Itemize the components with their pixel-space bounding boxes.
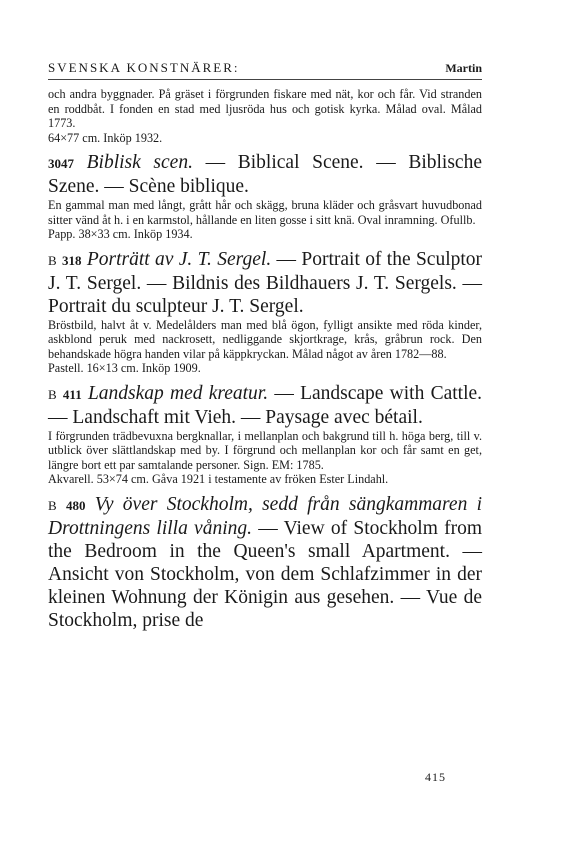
entry-meta: Akvarell. 53×74 cm. Gåva 1921 i testamente av fröken Ester Lindahl.: [48, 472, 389, 486]
artist-name: Martin: [445, 61, 482, 75]
continued-description: och andra byggnader. På gräset i förgrunden fiskare med nät, kor och får. Vid stranden en roddbåt. I fonden en stad med ljusröda hus och gotisk kyrka. Målad oval. Målad 1773.: [48, 87, 482, 130]
continued-meta: 64×77 cm. Inköp 1932.: [48, 130, 163, 145]
entry-number: 3047: [48, 156, 74, 171]
entry-title-translations: — Portrait of the Sculptor J. T. Sergel. — Bildnis des Bildhauers J. T. Sergels. — Portrait du sculpteur J. T. Sergel.: [48, 248, 483, 317]
entry-prefix: B: [48, 252, 57, 268]
entry-title-swedish: Vy över Stockholm, sedd från sängkammaren i Drottningens lilla våning.: [48, 493, 483, 539]
entry-number: 480: [65, 497, 86, 513]
entry-prefix: B: [48, 497, 57, 513]
entry-description: I förgrunden trädbevuxna bergknallar, i mellanplan och bakgrund till h. höga berg, till v. utblick över slättlandskap med by. I förgrund och mellanplan kor och får samt en get, längre bort ett par samtalande personer. Sign. EM: 1785.: [48, 428, 482, 472]
entry-meta: Papp. 38×33 cm. Inköp 1934.: [48, 227, 193, 241]
entry-title-translations: — Biblical Scene. — Biblische Szene. — Scène biblique.: [48, 152, 482, 197]
catalog-entry-b480: [48, 493, 482, 632]
entry-title-translations: — Landscape with Cattle. — Landschaft mit Vieh. — Paysage avec bétail.: [48, 382, 483, 428]
page-number: 415: [425, 770, 446, 784]
entry-number: 411: [62, 386, 82, 402]
catalog-entry-3047: [48, 151, 482, 198]
entry-title-swedish: Porträtt av J. T. Sergel.: [86, 248, 272, 270]
entry-title-swedish: Landskap med kreatur.: [87, 382, 269, 404]
entry-title-swedish: Biblisk scen.: [86, 152, 193, 173]
entry-description: Bröstbild, halvt åt v. Medelålders man med blå ögon, fylligt ansikte med röda kinder, askblond peruk med nackrosett, nedliggande skjortkrage, krås, gråbrun rock. Den behandskade högra handen vilar på käppkryckan. Målad något av åren 1782—88.: [48, 317, 482, 361]
entry-prefix: B: [48, 386, 57, 402]
catalog-entry-b411: [48, 382, 482, 429]
running-head: [48, 60, 482, 80]
entry-description: En gammal man med långt, grått hår och skägg, bruna kläder och gråsvart huvudbonad sitter vänd åt h. i en karmstol, hållande en liten gosse i sitt knä. Oval inramning. Ofullb.: [48, 198, 482, 227]
section-title: SVENSKA KONSTNÄRER:: [48, 60, 240, 75]
catalog-entry-b318: [48, 248, 482, 318]
page: [48, 60, 482, 632]
entry-number: 318: [62, 252, 82, 268]
entry-meta: Pastell. 16×13 cm. Inköp 1909.: [48, 361, 201, 375]
entry-title-translations: — View of Stockholm from the Bedroom in the Queen's small Apartment. — Ansicht von Stockholm, von dem Schlafzimmer in der kleinen Wohnung der Königin aus gesehen. — Vue de Stockholm, prise de: [48, 517, 482, 631]
